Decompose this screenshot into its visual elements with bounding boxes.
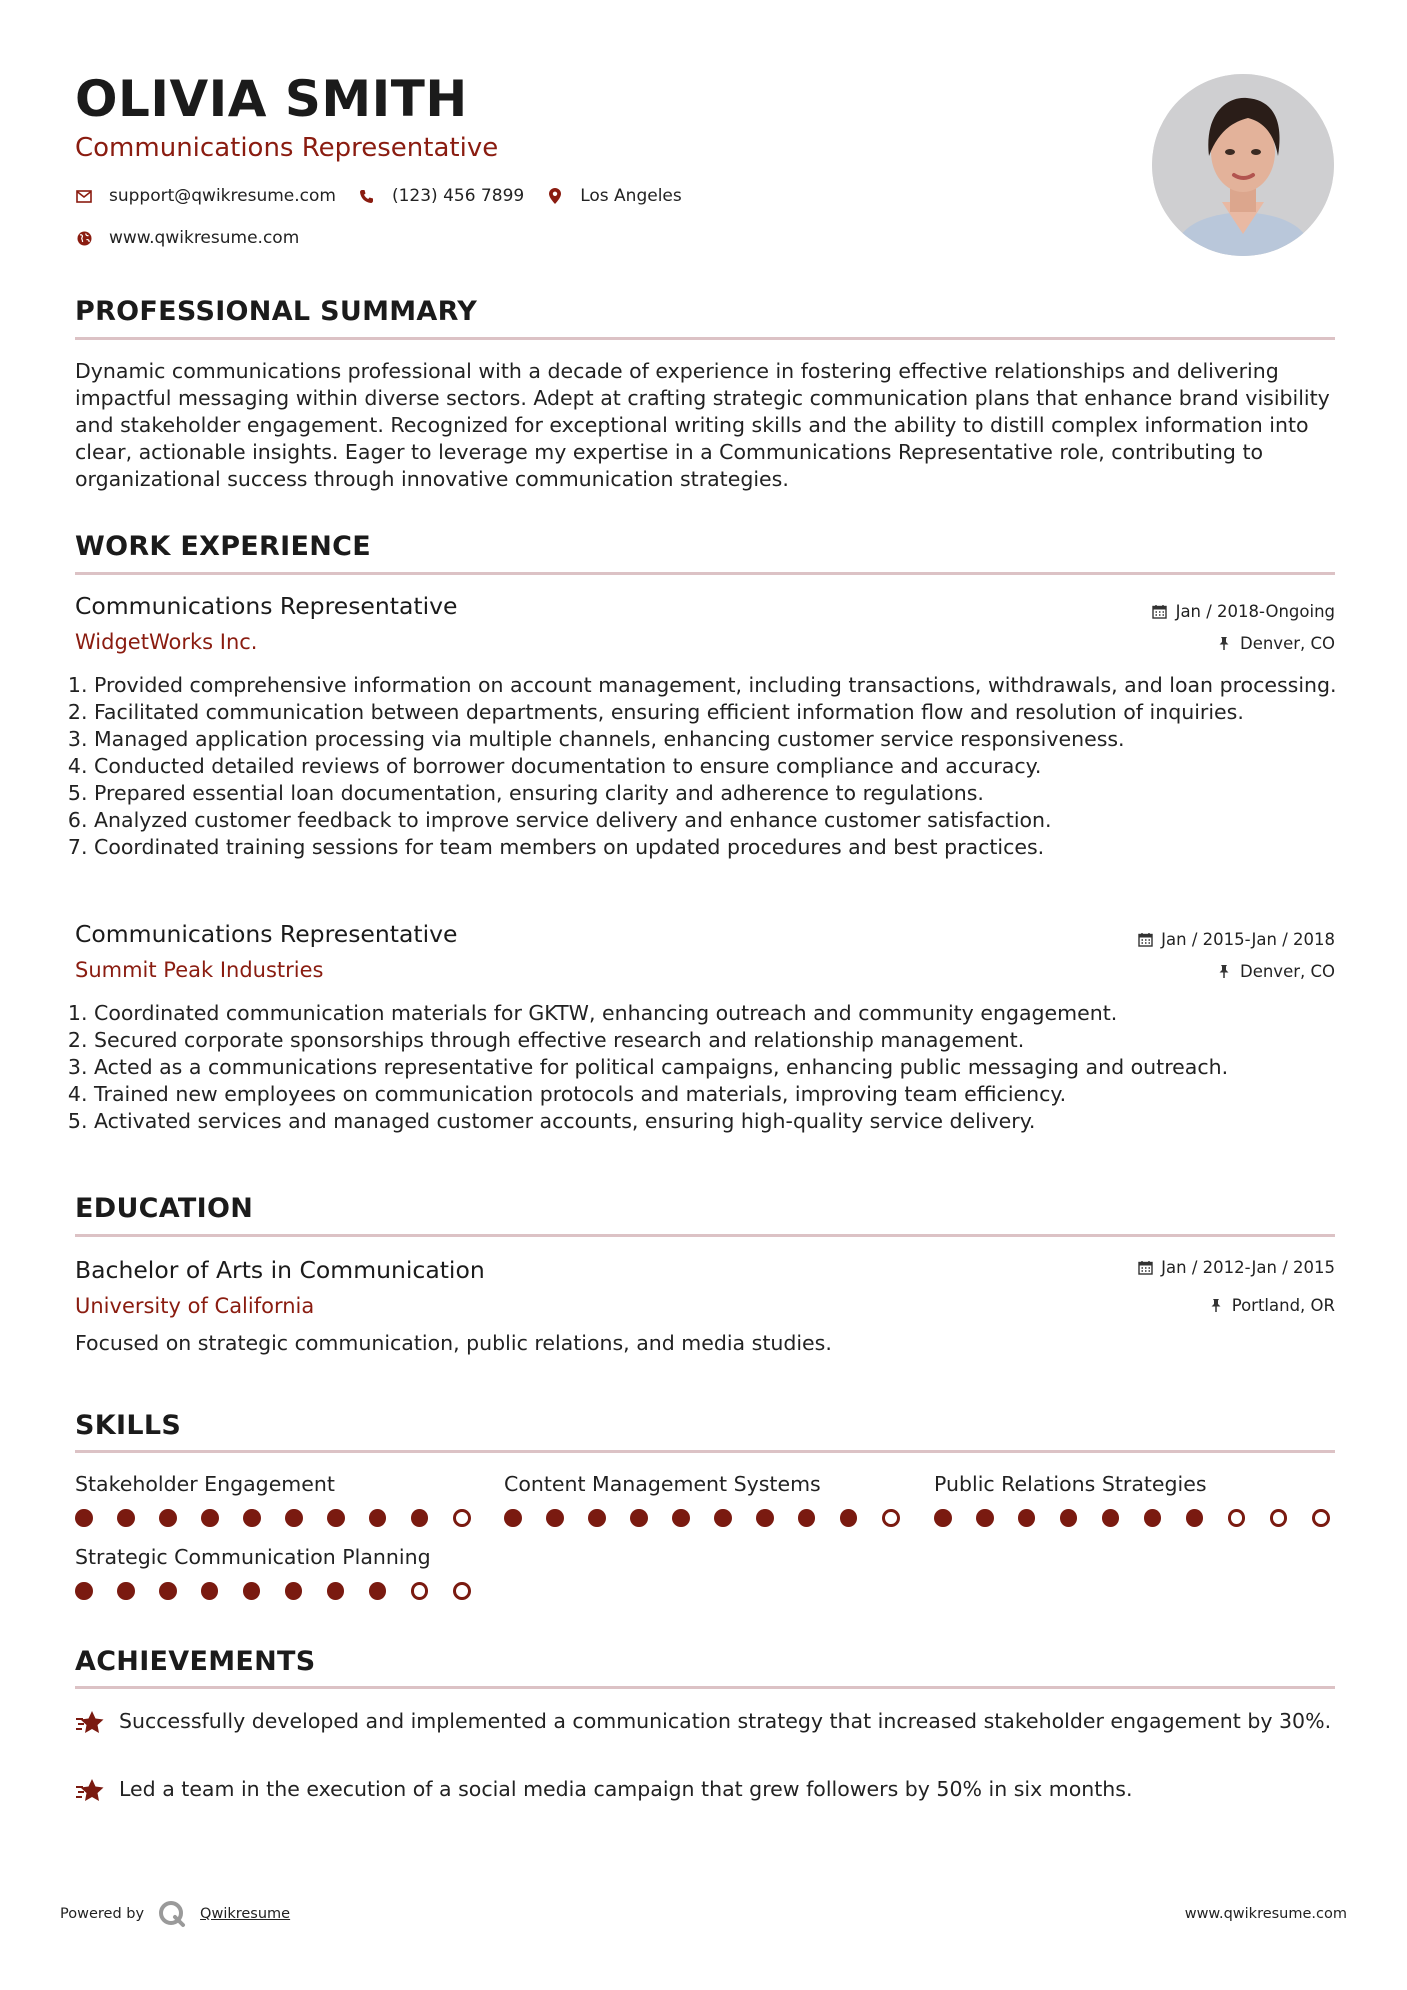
rating-dot-empty (453, 1582, 471, 1600)
contact-row-1 (75, 186, 704, 206)
skill-item (934, 1472, 1354, 1527)
rating-dot-filled (159, 1582, 177, 1600)
achievements-divider (75, 1686, 1335, 1689)
rating-dot-empty (453, 1509, 471, 1527)
education-dates-text: Jan / 2012-Jan / 2015 (1161, 1258, 1335, 1277)
achievements-section-title: ACHIEVEMENTS (75, 1646, 316, 1677)
list-item: 7. Coordinated training sessions for team members on updated procedures and best practices. (94, 834, 1354, 861)
job-1-dates (1152, 602, 1335, 621)
calendar-icon (1137, 1260, 1153, 1276)
rating-dot-filled (159, 1509, 177, 1527)
skill-rating (934, 1509, 1354, 1527)
rating-dot-filled (756, 1509, 774, 1527)
list-item: 3. Acted as a communications representative for political campaigns, enhancing public messaging and outreach. (94, 1054, 1354, 1081)
calendar-icon (1137, 932, 1153, 948)
phone-text: (123) 456 7899 (391, 186, 525, 206)
skill-rating (504, 1509, 924, 1527)
rating-dot-filled (117, 1582, 135, 1600)
rating-dot-filled (285, 1582, 303, 1600)
summary-text: Dynamic communications professional with a decade of experience in fostering effective relationships and delivering impactful messaging within diverse sectors. Adept at crafting strategic communication plans that enhance brand visibility and stakeholder engagement. Recognized for exceptional writing skills and the ability to distill complex information into clear, actionable insights. Eager to leverage my expertise in a Communications Representative role, contributing to organizational success through innovative communication strategies. (75, 359, 1330, 491)
education-location-text: Portland, OR (1231, 1296, 1335, 1315)
pushpin-icon (1216, 964, 1232, 980)
rating-dot-filled (1018, 1509, 1036, 1527)
brand-link[interactable]: Qwikresume (200, 1906, 291, 1922)
rating-dot-empty (1228, 1509, 1246, 1527)
list-item: 1. Provided comprehensive information on account management, including transactions, withdrawals, and loan processing. (94, 672, 1354, 699)
rating-dot-filled (504, 1509, 522, 1527)
job-1-company: WidgetWorks Inc. (75, 630, 258, 654)
footer-powered-by (60, 1900, 290, 1928)
list-item: 3. Managed application processing via multiple channels, enhancing customer service responsiveness. (94, 726, 1354, 753)
profile-photo (1152, 74, 1334, 256)
education-school: University of California (75, 1294, 315, 1318)
list-item: 1. Coordinated communication materials for GKTW, enhancing outreach and community engagement. (94, 1000, 1354, 1027)
rating-dot-empty (1270, 1509, 1288, 1527)
rating-dot-filled (201, 1582, 219, 1600)
rating-dot-filled (243, 1582, 261, 1600)
contact-location (546, 186, 682, 206)
pushpin-icon (1208, 1298, 1224, 1314)
list-item: 6. Analyzed customer feedback to improve service delivery and enhance customer satisfaction. (94, 807, 1354, 834)
phone-icon (358, 187, 376, 205)
experience-divider (75, 572, 1335, 575)
star-icon (75, 1776, 105, 1806)
rating-dot-filled (1144, 1509, 1162, 1527)
footer-url[interactable]: www.qwikresume.com (1184, 1906, 1347, 1922)
job-1-dates-text: Jan / 2018-Ongoing (1175, 602, 1335, 621)
skill-label: Strategic Communication Planning (75, 1545, 431, 1569)
rating-dot-filled (1186, 1509, 1204, 1527)
portrait-image (1152, 74, 1334, 256)
skills-section-title: SKILLS (75, 1410, 182, 1441)
rating-dot-filled (285, 1509, 303, 1527)
skill-item (504, 1472, 924, 1527)
star-icon (75, 1708, 105, 1738)
experience-section-title: WORK EXPERIENCE (75, 531, 371, 562)
education-divider (75, 1234, 1335, 1237)
education-description: Focused on strategic communication, public relations, and media studies. (75, 1331, 832, 1355)
contact-website[interactable] (75, 228, 299, 248)
email-text: support@qwikresume.com (109, 186, 336, 206)
job-2-location-text: Denver, CO (1239, 962, 1335, 981)
education-dates (1137, 1258, 1335, 1277)
rating-dot-filled (1102, 1509, 1120, 1527)
rating-dot-filled (75, 1582, 93, 1600)
location-text: Los Angeles (580, 186, 682, 206)
achievement-text: Successfully developed and implemented a communication strategy that increased stakeholder engagement by 30%. (119, 1709, 1332, 1733)
summary-section-title: PROFESSIONAL SUMMARY (75, 296, 478, 327)
rating-dot-filled (976, 1509, 994, 1527)
rating-dot-filled (630, 1509, 648, 1527)
skill-label: Stakeholder Engagement (75, 1472, 335, 1496)
map-pin-icon (546, 187, 564, 205)
job-2-company: Summit Peak Industries (75, 958, 324, 982)
rating-dot-filled (75, 1509, 93, 1527)
rating-dot-filled (588, 1509, 606, 1527)
rating-dot-filled (714, 1509, 732, 1527)
powered-by-text: Powered by (60, 1906, 145, 1922)
contact-row-2 (75, 228, 321, 248)
job-2-dates-text: Jan / 2015-Jan / 2018 (1161, 930, 1335, 949)
rating-dot-empty (882, 1509, 900, 1527)
list-item: 2. Secured corporate sponsorships through effective research and relationship management. (94, 1027, 1354, 1054)
rating-dot-filled (840, 1509, 858, 1527)
contact-email[interactable] (75, 186, 336, 206)
education-section-title: EDUCATION (75, 1193, 254, 1224)
rating-dot-filled (1060, 1509, 1078, 1527)
rating-dot-filled (117, 1509, 135, 1527)
job-1-title: Communications Representative (75, 592, 458, 620)
education-location (1208, 1296, 1335, 1315)
list-item: 4. Conducted detailed reviews of borrower documentation to ensure compliance and accuracy. (94, 753, 1354, 780)
job-2-duties (75, 1000, 1354, 1135)
skill-rating (75, 1509, 495, 1527)
contact-phone[interactable] (358, 186, 524, 206)
calendar-icon (1152, 604, 1168, 620)
rating-dot-filled (934, 1509, 952, 1527)
rating-dot-filled (411, 1509, 429, 1527)
rating-dot-filled (201, 1509, 219, 1527)
skill-item (75, 1545, 495, 1600)
rating-dot-filled (798, 1509, 816, 1527)
job-1-location (1216, 634, 1335, 653)
candidate-name: OLIVIA SMITH (75, 70, 468, 128)
rating-dot-empty (411, 1582, 429, 1600)
job-2-title: Communications Representative (75, 920, 458, 948)
job-2-location (1216, 962, 1335, 981)
job-1-location-text: Denver, CO (1239, 634, 1335, 653)
list-item: 4. Trained new employees on communication protocols and materials, improving team efficiency. (94, 1081, 1354, 1108)
globe-icon (75, 229, 93, 247)
summary-divider (75, 337, 1335, 340)
rating-dot-filled (243, 1509, 261, 1527)
achievement-item (75, 1776, 1335, 1806)
skills-divider (75, 1450, 1335, 1453)
skill-label: Content Management Systems (504, 1472, 821, 1496)
education-degree: Bachelor of Arts in Communication (75, 1256, 485, 1284)
rating-dot-filled (327, 1509, 345, 1527)
achievement-item (75, 1708, 1335, 1738)
rating-dot-filled (327, 1582, 345, 1600)
rating-dot-filled (546, 1509, 564, 1527)
candidate-role: Communications Representative (75, 133, 499, 163)
rating-dot-empty (1312, 1509, 1330, 1527)
rating-dot-filled (672, 1509, 690, 1527)
pushpin-icon (1216, 636, 1232, 652)
list-item: 2. Facilitated communication between departments, ensuring efficient information flow and resolution of inquiries. (94, 699, 1354, 726)
rating-dot-filled (369, 1509, 387, 1527)
skill-label: Public Relations Strategies (934, 1472, 1207, 1496)
skill-item (75, 1472, 495, 1527)
list-item: 5. Prepared essential loan documentation, ensuring clarity and adherence to regulations. (94, 780, 1354, 807)
envelope-icon (75, 187, 93, 205)
job-1-duties (75, 672, 1354, 861)
achievement-text: Led a team in the execution of a social media campaign that grew followers by 50% in six months. (119, 1777, 1133, 1801)
skill-rating (75, 1582, 495, 1600)
rating-dot-filled (369, 1582, 387, 1600)
job-2-dates (1137, 930, 1335, 949)
qwikresume-logo-icon (158, 1900, 186, 1928)
website-text: www.qwikresume.com (109, 228, 300, 248)
list-item: 5. Activated services and managed customer accounts, ensuring high-quality service delivery. (94, 1108, 1354, 1135)
